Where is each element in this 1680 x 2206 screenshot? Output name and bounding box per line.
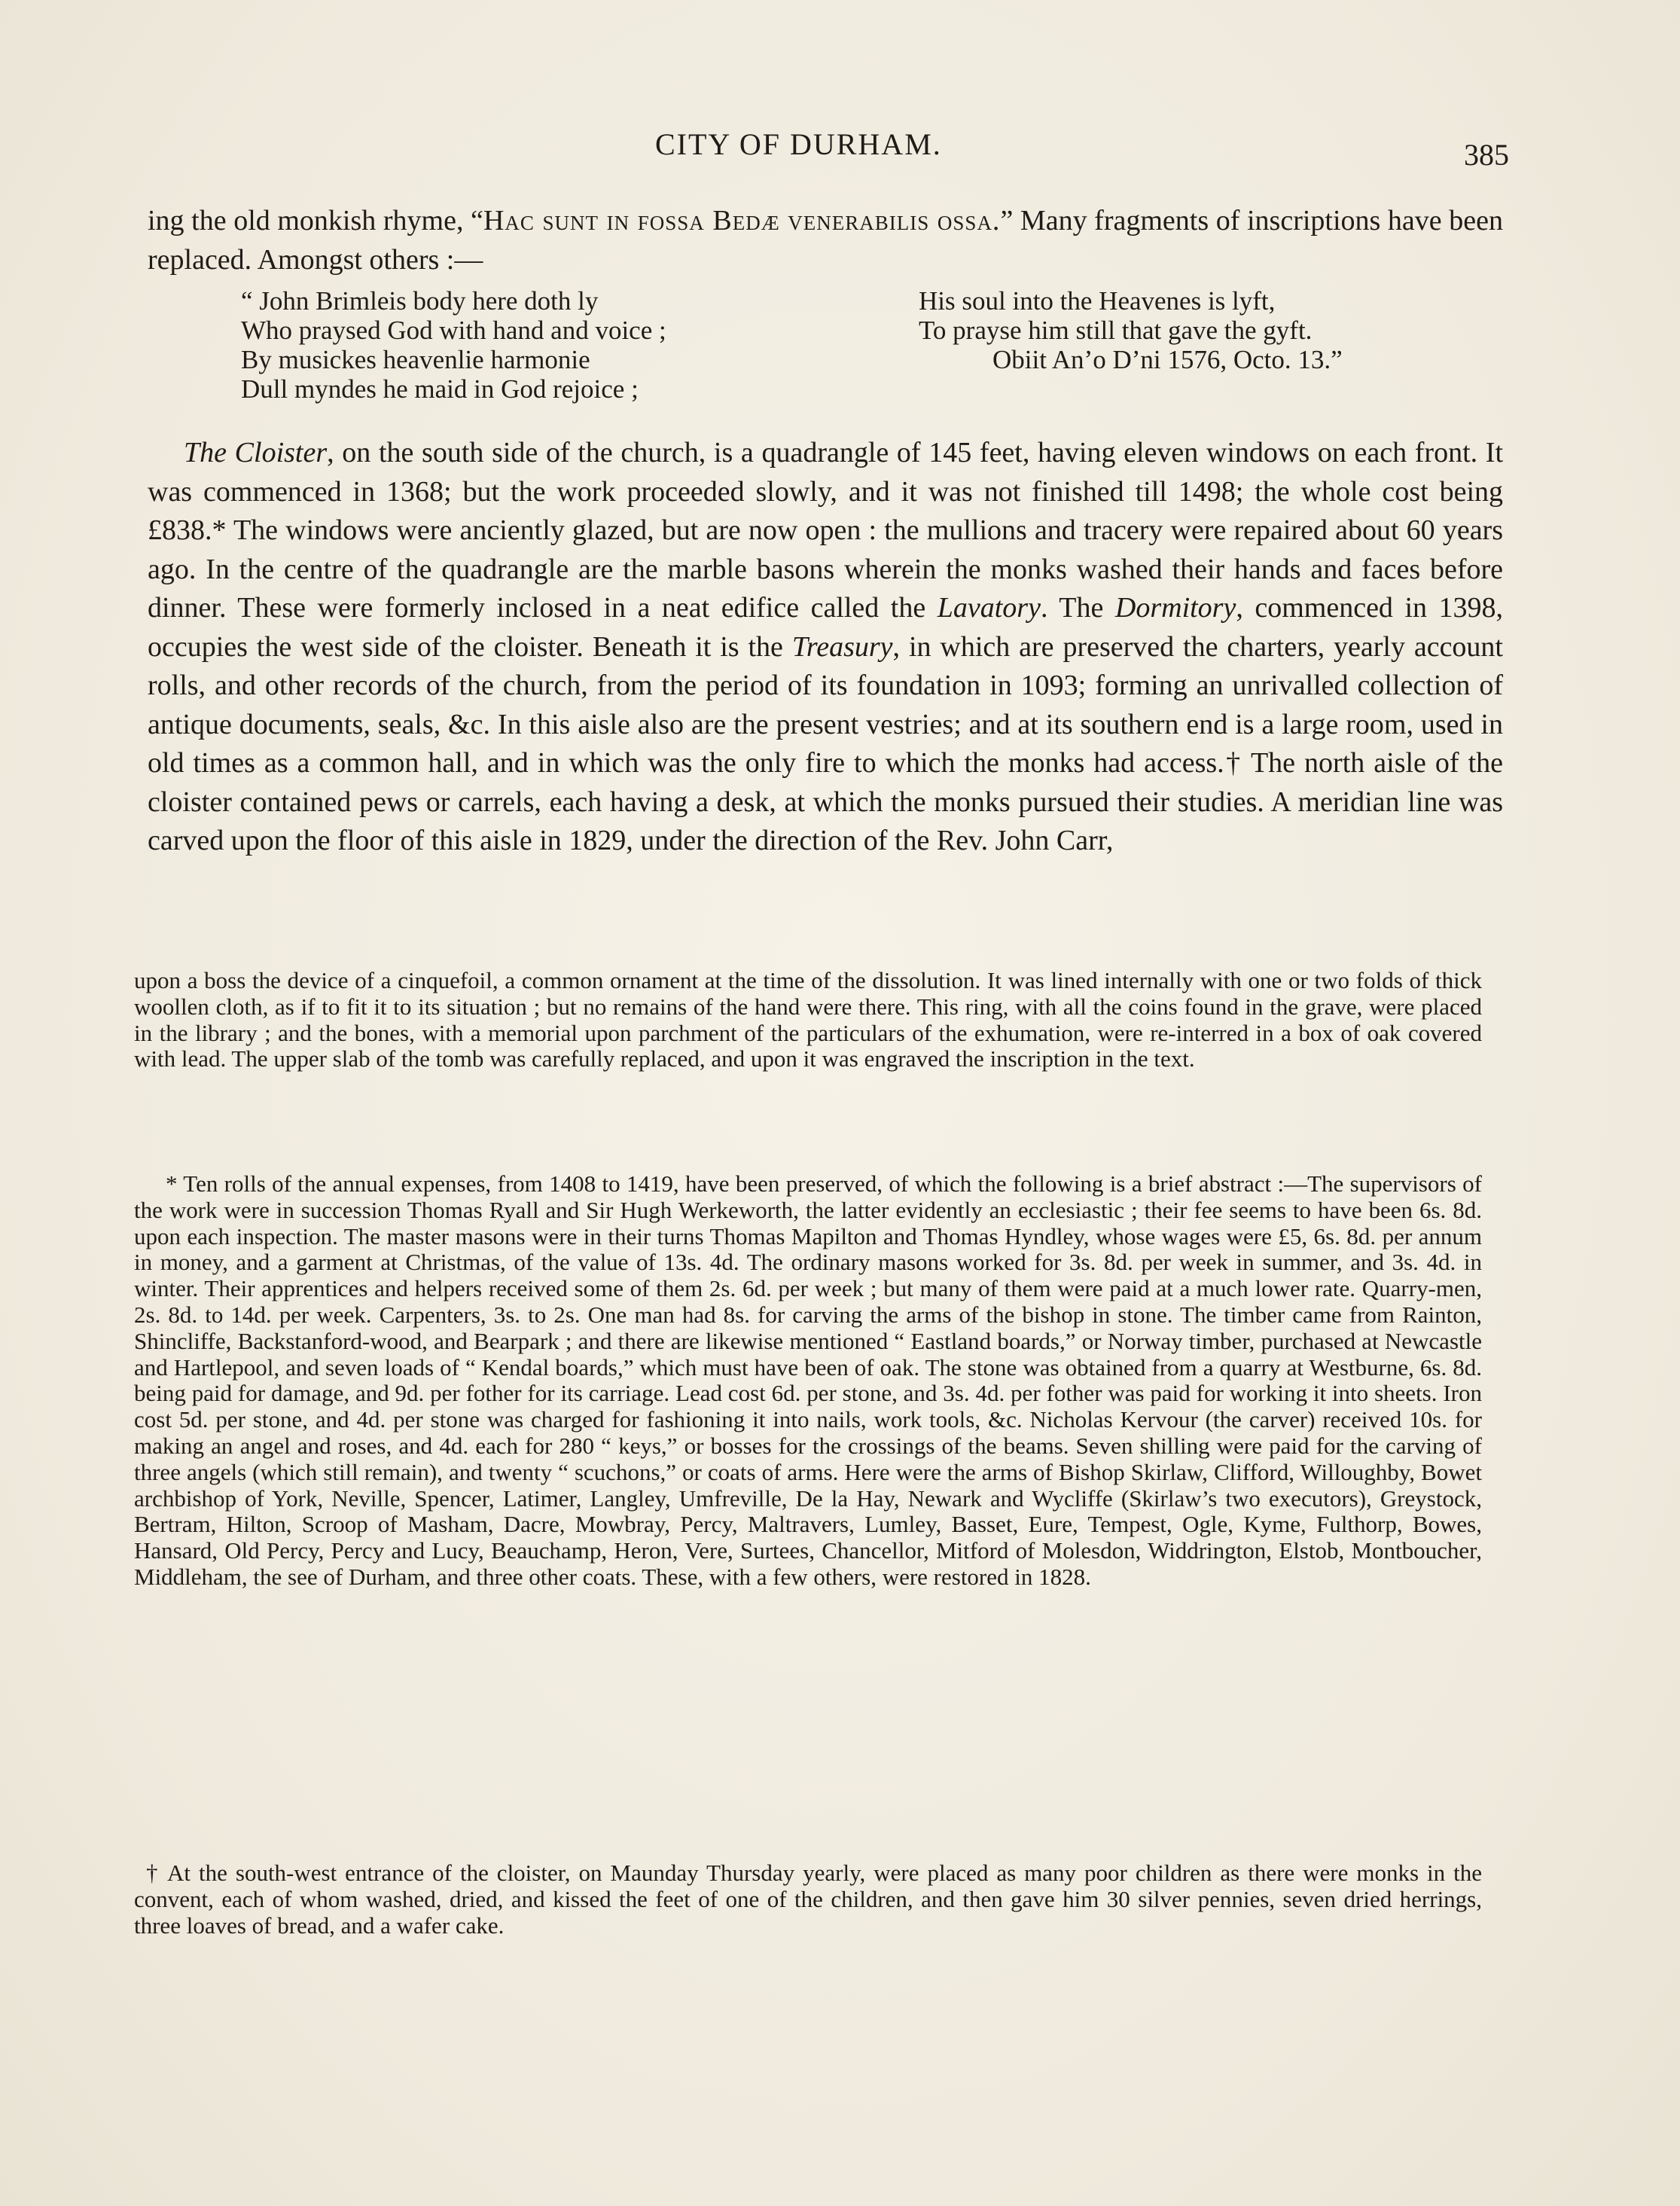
footnote-dagger-text: At the south-west entrance of the cloister, on Maunday Thursday yearly, were placed as many poor children as there were monks in the convent, each of whom washed, dried, and kissed the feet of one of the children, and then gave him 30 silver pennies, seven dried herrings, three loaves of bread, and a wafer cake. [134, 1860, 1483, 1939]
intro-text-after: ” Many fragments of inscriptions have been replaced. Amongst others :— [148, 205, 1503, 276]
latin-quotation: Hac sunt in fossa Bedæ venerabilis ossa. [483, 205, 1001, 236]
running-head [0, 127, 1680, 172]
verse-line: Obiit An’o D’ni 1576, Octo. 13.” [992, 345, 1343, 374]
verse-line: Dull myndes he maid in God rejoice ; [241, 374, 639, 404]
verse-line: “ John Brimleis body here doth ly [241, 286, 599, 316]
cloister-text: , on the south side of the church, is a quadrangle of 145 feet, having eleven windows on each front. It was commenced in 1368; but the work proceeded slowly, and it was not finished till 1498; the whole cost being £838.* The windows were anciently glazed, but are now open : the mullions and tracery were repaired about 60 years ago. In the centre of the quadrangle are the marble basons wherein the monks washed their hands and faces before dinner. These were formerly inclosed in a neat edifice called the [148, 437, 1503, 624]
term-dormitory: Dormitory [1114, 592, 1236, 624]
footnote-star [134, 1171, 1482, 1591]
footnote-continued-text: upon a boss the device of a cinquefoil, a common ornament at the time of the dissolution. It was lined internally with one or two folds of thick woollen cloth, as if to fit it to its situation ; but no remains of the hand were there. This ring, with all the coins found in the grave, were placed in the library ; and the bones, with a memorial upon parchment of the particulars of the exhumation, were re-interred in a box of oak covered with lead. The upper slab of the tomb was carefully replaced, and upon it was engraved the inscription in the text. [134, 967, 1482, 1072]
term-lavatory: Lavatory [937, 592, 1041, 624]
footnote-marker-dagger: † [146, 1860, 160, 1886]
verse-line: By musickes heavenlie harmonie [241, 345, 590, 374]
cloister-paragraph [148, 434, 1503, 861]
intro-text-before: ing the old monkish rhyme, “ [148, 205, 483, 236]
verse-column-left [241, 286, 666, 404]
footnote-dagger [134, 1860, 1482, 1939]
cloister-text: , in which are preserved the charters, yearly account rolls, and other records of the church, from the period of its foundation in 1093; forming an unrivalled collection of antique documents, seals, &c. In this aisle also are the present vestries; and at its southern end is a large room, used in old times as a common hall, and in which was the only fire to which the monks had access.† The north aisle of the cloister contained pews or carrels, each having a desk, at which the monks pursued their studies. A meridian line was carved upon the floor of this aisle in 1829, under the direction of the Rev. John Carr, [148, 630, 1503, 856]
term-treasury: Treasury [791, 630, 893, 663]
term-cloister: The Cloister [184, 437, 328, 468]
footnote-star-text: Ten rolls of the annual expenses, from 1408 to 1419, have been preserved, of which the following is a brief abstract :—The supervisors of the work were in succession Thomas Ryall and Sir Hugh Werkeworth, the latter evidently an ecclesiastic ; their fee seems to have been 6s. 8d. upon each inspection. The master masons were in their turns Thomas Mapilton and Thomas Hyndley, whose wages were £5, 6s. 8d. per annum in money, and a garment at Christmas, of the value of 13s. 4d. The ordinary masons worked for 3s. 8d. per week in summer, and 3s. 4d. in winter. Their apprentices and helpers received some of them 2s. 6d. per week ; but many of them were paid at a much lower rate. Quarry-men, 2s. 8d. to 14d. per week. Carpenters, 3s. to 2s. One man had 8s. for carving the arms of the bishop in stone. The timber came from Rainton, Shincliffe, Backstanford-wood, and Bearpark ; and there are likewise mentioned “ Eastland boards,” or Norway timber, purchased at Newcastle and Hartlepool, and seven loads of “ Kendal boards,” which must have been of oak. The stone was obtained from a quarry at Westburne, 6s. 8d. being paid for damage, and 9d. per fother for its carriage. Lead cost 6d. per stone, and 3s. 4d. per fother was paid for working it into sheets. Iron cost 5d. per stone, and 4d. per stone was charged for fashioning it into nails, work tools, &c. Nicholas Kervour (the carver) received 10s. for making an angel and roses, and 4d. each for 280 “ keys,” or bosses for the crossings of the beams. Seven shilling were paid for the carving of three angels (which still remain), and twenty “ scuchons,” or coats of arms. Here were the arms of Bishop Skirlaw, Clifford, Willoughby, Bowet archbishop of York, Neville, Spencer, Latimer, Langley, Umfreville, De la Hay, Newark and Wycliffe (Skirlaw’s two executors), Greystock, Bertram, Hilton, Scroop of Masham, Dacre, Mowbray, Percy, Maltravers, Lumley, Basset, Eure, Tempest, Ogle, Kyme, Fulthorp, Bowes, Hansard, Old Percy, Percy and Lucy, Beauchamp, Heron, Vere, Surtees, Chancellor, Mitford of Molesdon, Widdrington, Elstob, Montboucher, Middleham, the see of Durham, and three other coats. These, with a few others, were restored in 1828. [134, 1170, 1482, 1590]
epitaph-verse [241, 286, 1446, 407]
cloister-text: , commenced in 1398, occupies the west side of the cloister. Beneath it is the [148, 592, 1504, 663]
page-number: 385 [1464, 138, 1509, 172]
verse-line: Who praysed God with hand and voice ; [241, 316, 666, 345]
footnote-continued [134, 968, 1482, 1072]
intro-paragraph [148, 202, 1503, 279]
verse-line: To prayse him still that gave the gyft. [919, 316, 1313, 345]
footnote-marker-star: * [166, 1170, 178, 1197]
verse-column-right [919, 286, 1343, 374]
page-title: CITY OF DURHAM. [655, 127, 942, 161]
cloister-text: . The [1040, 592, 1115, 624]
verse-line: His soul into the Heavenes is lyft, [919, 286, 1276, 316]
